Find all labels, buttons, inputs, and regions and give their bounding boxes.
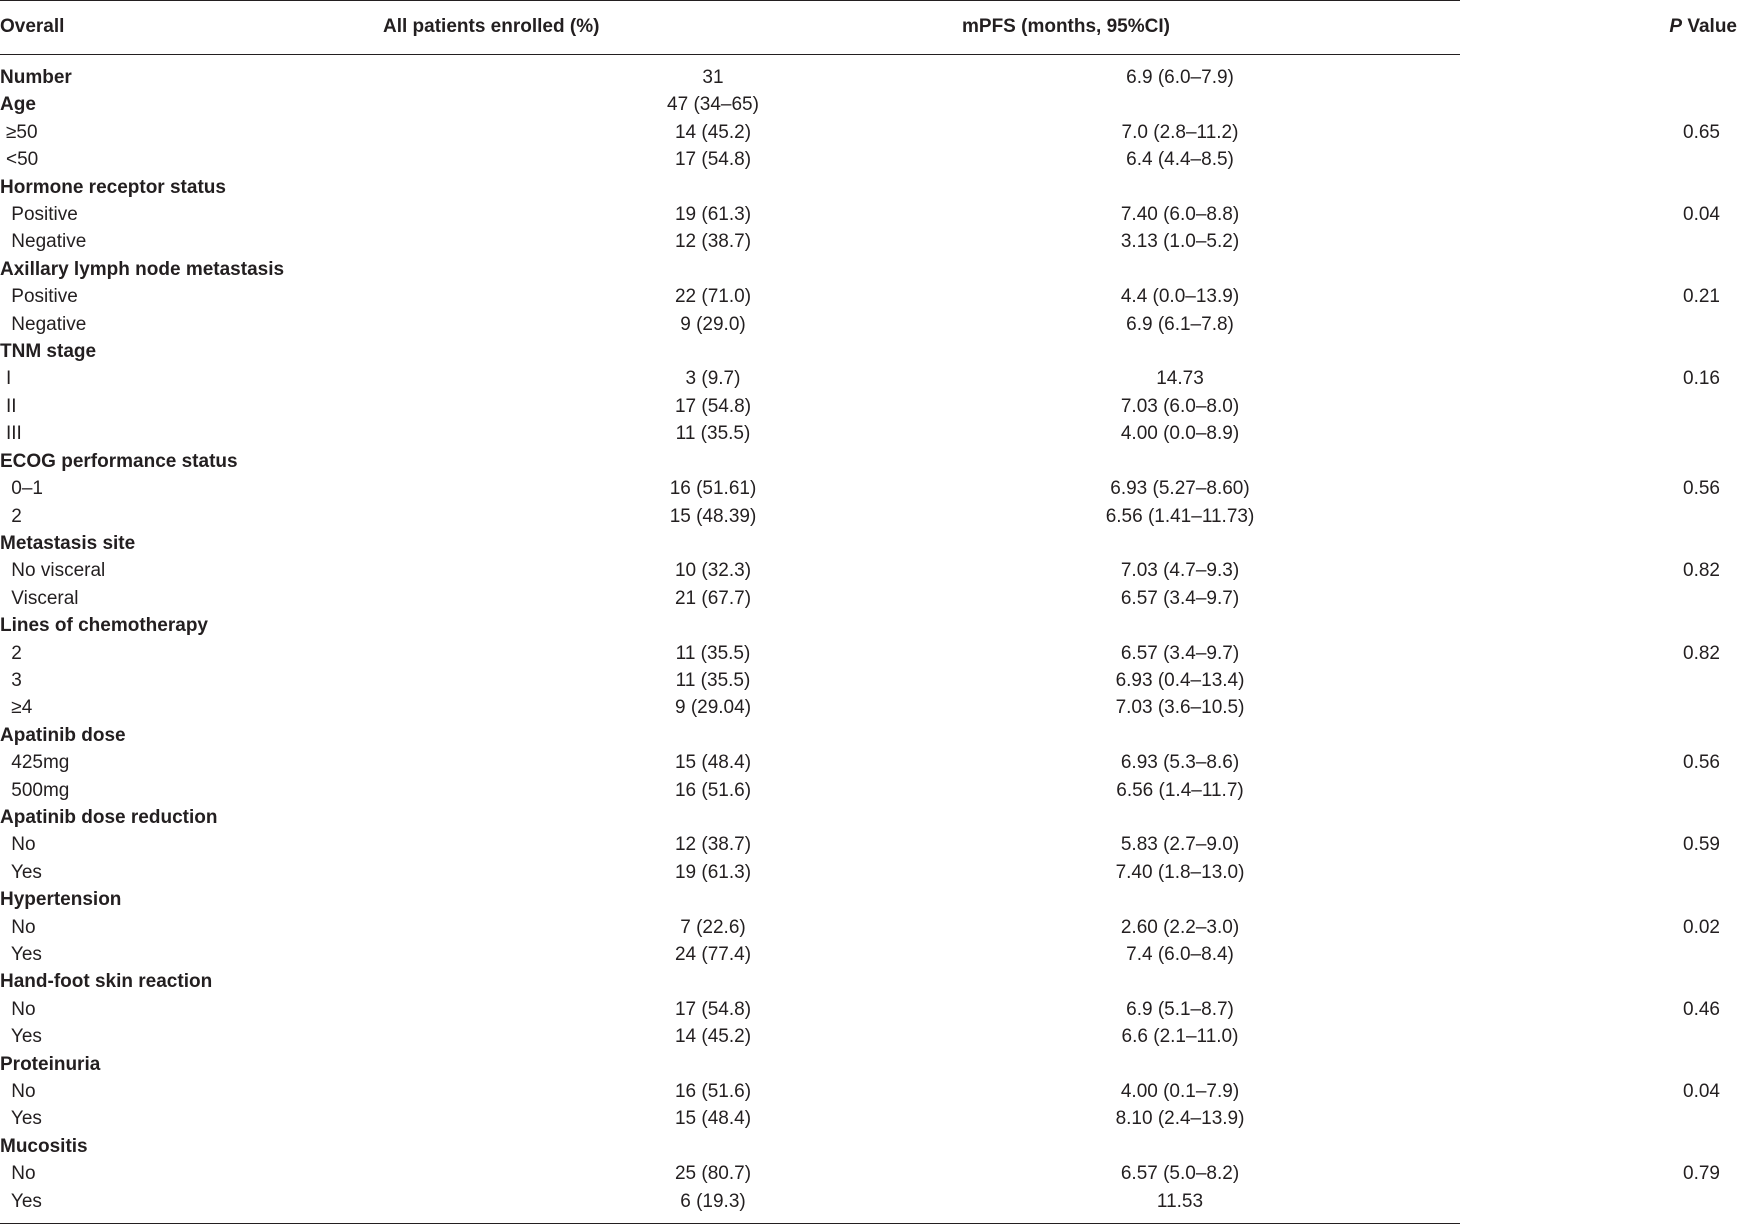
row-label: Yes <box>6 1190 42 1212</box>
p-value-cell <box>1602 420 1737 447</box>
mpfs-cell <box>758 831 1602 858</box>
row-label: Metastasis site <box>0 532 136 554</box>
header-p-value <box>1602 0 1737 56</box>
enrolled-value: 31 <box>702 67 724 88</box>
p-value: 0.79 <box>1683 1163 1720 1185</box>
mpfs-cell <box>758 64 1602 91</box>
enrolled-cell <box>310 1051 758 1078</box>
enrolled-value: 15 (48.39) <box>669 505 757 527</box>
mpfs-value: 7.03 (6.0–8.0) <box>1120 395 1240 417</box>
p-value-cell <box>1602 694 1737 721</box>
mpfs-cell <box>758 886 1602 913</box>
enrolled-cell <box>310 119 758 146</box>
enrolled-cell <box>310 503 758 530</box>
mpfs-value: 8.10 (2.4–13.9) <box>1115 1108 1245 1130</box>
enrolled-cell <box>310 859 758 886</box>
row-label: TNM stage <box>0 341 97 363</box>
mpfs-value: 6.57 (3.4–9.7) <box>1120 587 1240 609</box>
table-row <box>0 448 1737 475</box>
mpfs-value: 6.56 (1.41–11.73) <box>1105 505 1255 527</box>
table-row <box>0 530 1737 557</box>
p-value: 0.82 <box>1683 642 1720 664</box>
mpfs-value: 6.57 (3.4–9.7) <box>1120 642 1240 664</box>
enrolled-value: 3 (9.7) <box>685 368 741 390</box>
mpfs-cell <box>758 311 1602 338</box>
enrolled-value: 9 (29.0) <box>680 313 746 335</box>
table-row <box>0 667 1737 694</box>
p-value-cell <box>1602 228 1737 255</box>
row-label: Yes <box>6 1108 42 1130</box>
p-value: 0.21 <box>1683 286 1720 308</box>
p-value: 0.46 <box>1683 998 1720 1020</box>
mpfs-cell <box>758 585 1602 612</box>
p-value-cell <box>1602 1133 1737 1160</box>
enrolled-value: 21 (67.7) <box>674 587 752 609</box>
enrolled-cell <box>310 420 758 447</box>
enrolled-value: 15 (48.4) <box>674 1108 752 1130</box>
table-row <box>0 365 1737 392</box>
mpfs-value: 6.93 (5.3–8.6) <box>1120 752 1240 774</box>
enrolled-cell <box>310 640 758 667</box>
enrolled-cell <box>310 941 758 968</box>
p-value-cell <box>1602 968 1737 995</box>
p-value: 0.04 <box>1683 1081 1720 1103</box>
mpfs-cell <box>758 777 1602 804</box>
p-value-cell <box>1602 1051 1737 1078</box>
mpfs-cell <box>758 667 1602 694</box>
row-label: II <box>6 395 17 417</box>
table-row <box>0 91 1737 118</box>
p-value-cell <box>1602 475 1737 502</box>
enrolled-cell <box>310 338 758 365</box>
enrolled-value: 14 (45.2) <box>674 121 752 143</box>
row-label: No <box>6 834 36 856</box>
mpfs-cell <box>758 1078 1602 1105</box>
enrolled-value: 12 (38.7) <box>674 834 752 856</box>
mpfs-cell <box>758 859 1602 886</box>
mpfs-cell <box>758 91 1602 118</box>
p-value-cell <box>1602 1188 1737 1215</box>
mpfs-value: 7.03 (3.6–10.5) <box>1115 697 1245 719</box>
enrolled-cell <box>310 365 758 392</box>
table-row <box>0 228 1737 255</box>
mpfs-cell <box>758 1023 1602 1050</box>
mpfs-cell <box>758 804 1602 831</box>
mpfs-cell <box>758 393 1602 420</box>
mpfs-value: 4.00 (0.0–8.9) <box>1120 423 1240 445</box>
enrolled-cell <box>310 777 758 804</box>
mpfs-cell <box>758 612 1602 639</box>
table-row <box>0 311 1737 338</box>
mpfs-value: 7.40 (6.0–8.8) <box>1120 204 1240 226</box>
p-value-cell <box>1602 1023 1737 1050</box>
mpfs-value: 7.40 (1.8–13.0) <box>1115 861 1245 883</box>
enrolled-value: 15 (48.4) <box>674 752 752 774</box>
row-label: 2 <box>6 505 22 527</box>
enrolled-cell <box>310 1078 758 1105</box>
mpfs-value: 5.83 (2.7–9.0) <box>1120 834 1240 856</box>
enrolled-value: 17 (54.8) <box>674 395 752 417</box>
p-value-cell <box>1602 804 1737 831</box>
table-row <box>0 1133 1737 1160</box>
mpfs-cell <box>758 914 1602 941</box>
enrolled-value: 19 (61.3) <box>674 204 752 226</box>
p-value-cell <box>1602 393 1737 420</box>
mpfs-value: 4.00 (0.1–7.9) <box>1120 1081 1240 1103</box>
enrolled-cell <box>310 749 758 776</box>
mpfs-cell <box>758 1105 1602 1132</box>
mpfs-value: 14.73 <box>1156 368 1204 390</box>
enrolled-cell <box>310 1133 758 1160</box>
mpfs-value: 6.93 (5.27–8.60) <box>1110 478 1250 500</box>
mpfs-cell <box>758 941 1602 968</box>
enrolled-cell <box>310 448 758 475</box>
mpfs-cell <box>758 1133 1602 1160</box>
p-value: 0.82 <box>1683 560 1720 582</box>
p-value-cell <box>1602 174 1737 201</box>
row-label: III <box>6 423 22 445</box>
p-value-cell <box>1602 503 1737 530</box>
enrolled-cell <box>310 804 758 831</box>
table-row <box>0 914 1737 941</box>
enrolled-cell <box>310 1160 758 1187</box>
p-value-cell <box>1602 119 1737 146</box>
row-label: Proteinuria <box>0 1053 101 1075</box>
p-value: 0.56 <box>1683 752 1720 774</box>
p-value: 0.59 <box>1683 834 1720 856</box>
mpfs-cell <box>758 968 1602 995</box>
enrolled-value: 22 (71.0) <box>674 286 752 308</box>
mpfs-cell <box>758 530 1602 557</box>
p-value-cell <box>1602 1078 1737 1105</box>
table-row <box>0 201 1737 228</box>
enrolled-cell <box>310 914 758 941</box>
p-value-cell <box>1602 886 1737 913</box>
enrolled-cell <box>310 996 758 1023</box>
p-value-cell <box>1602 667 1737 694</box>
table-row <box>0 585 1737 612</box>
enrolled-value: 24 (77.4) <box>674 944 752 965</box>
table-row <box>0 1188 1737 1215</box>
enrolled-cell <box>310 530 758 557</box>
enrolled-cell <box>310 228 758 255</box>
table-row <box>0 886 1737 913</box>
table-row <box>0 640 1737 667</box>
enrolled-cell <box>310 667 758 694</box>
enrolled-cell <box>310 283 758 310</box>
enrolled-cell <box>310 1188 758 1215</box>
enrolled-value: 14 (45.2) <box>674 1026 752 1048</box>
table-row <box>0 256 1737 283</box>
enrolled-value: 17 (54.8) <box>674 998 752 1020</box>
row-label: Age <box>0 94 36 116</box>
p-value-cell <box>1602 311 1737 338</box>
row-label: Positive <box>6 204 78 226</box>
enrolled-cell <box>310 585 758 612</box>
p-value-cell <box>1602 914 1737 941</box>
enrolled-cell <box>310 91 758 118</box>
enrolled-cell <box>310 256 758 283</box>
mpfs-cell <box>758 640 1602 667</box>
row-label: Hormone receptor status <box>0 176 226 198</box>
p-value-cell <box>1602 722 1737 749</box>
row-label: No <box>6 1163 36 1185</box>
enrolled-cell <box>310 1105 758 1132</box>
mpfs-cell <box>758 338 1602 365</box>
row-label: Apatinib dose reduction <box>0 806 218 828</box>
spacer-row <box>0 56 1737 64</box>
enrolled-value: 19 (61.3) <box>674 861 752 883</box>
table-row <box>0 503 1737 530</box>
p-value: 0.04 <box>1683 204 1720 226</box>
table-row <box>0 420 1737 447</box>
row-label: Lines of chemotherapy <box>0 615 208 637</box>
table-row <box>0 749 1737 776</box>
mpfs-cell <box>758 228 1602 255</box>
row-label: Number <box>0 67 72 88</box>
enrolled-value: 9 (29.04) <box>674 697 752 719</box>
row-label: ≥4 <box>6 697 33 719</box>
table-row <box>0 831 1737 858</box>
header-enrolled: All patients enrolled (%) <box>383 16 600 37</box>
p-value-cell <box>1602 448 1737 475</box>
mpfs-value: 6.9 (6.1–7.8) <box>1126 313 1234 335</box>
enrolled-value: 25 (80.7) <box>674 1163 752 1185</box>
table-body <box>0 56 1737 1215</box>
mpfs-value: 3.13 (1.0–5.2) <box>1120 231 1240 253</box>
table-row <box>0 1160 1737 1187</box>
header-rule <box>0 54 1460 55</box>
mpfs-cell <box>758 557 1602 584</box>
table-row <box>0 1078 1737 1105</box>
table-row <box>0 338 1737 365</box>
table-row <box>0 475 1737 502</box>
mpfs-cell <box>758 448 1602 475</box>
mpfs-value: 6.57 (5.0–8.2) <box>1120 1163 1240 1185</box>
enrolled-value: 12 (38.7) <box>674 231 752 253</box>
mpfs-cell <box>758 283 1602 310</box>
row-label: No visceral <box>6 560 106 582</box>
p-value-cell <box>1602 996 1737 1023</box>
mpfs-cell <box>758 420 1602 447</box>
row-label: No <box>6 1081 36 1103</box>
p-value-cell <box>1602 1105 1737 1132</box>
header-p-italic: P <box>1669 16 1683 37</box>
table-row <box>0 283 1737 310</box>
enrolled-cell <box>310 146 758 173</box>
p-value: 0.65 <box>1683 121 1720 143</box>
header-row <box>0 0 1737 56</box>
row-label: Visceral <box>6 587 79 609</box>
header-p-rest: Value <box>1682 16 1737 37</box>
mpfs-cell <box>758 503 1602 530</box>
enrolled-cell <box>310 886 758 913</box>
mpfs-cell <box>758 365 1602 392</box>
enrolled-value: 16 (51.6) <box>674 779 752 801</box>
mpfs-value: 2.60 (2.2–3.0) <box>1120 916 1240 938</box>
p-value-cell <box>1602 557 1737 584</box>
mpfs-cell <box>758 1160 1602 1187</box>
row-label: Negative <box>6 231 87 253</box>
row-label: Negative <box>6 313 87 335</box>
enrolled-cell <box>310 831 758 858</box>
table-row <box>0 1023 1737 1050</box>
mpfs-value: 6.6 (2.1–11.0) <box>1121 1026 1239 1048</box>
enrolled-value: 11 (35.5) <box>675 642 751 664</box>
row-label: I <box>6 368 12 390</box>
row-label: Yes <box>6 861 42 883</box>
mpfs-value: 6.9 (5.1–8.7) <box>1126 998 1234 1020</box>
mpfs-value: 6.9 (6.0–7.9) <box>1126 67 1234 88</box>
mpfs-cell <box>758 1051 1602 1078</box>
row-label: ECOG performance status <box>0 450 238 472</box>
header-overall: Overall <box>0 16 65 37</box>
row-label: No <box>6 916 36 938</box>
row-label: Axillary lymph node metastasis <box>0 258 285 280</box>
p-value-cell <box>1602 941 1737 968</box>
table-row <box>0 859 1737 886</box>
p-value-cell <box>1602 1160 1737 1187</box>
enrolled-cell <box>310 311 758 338</box>
row-label: Positive <box>6 286 78 308</box>
p-value-cell <box>1602 777 1737 804</box>
p-value-cell <box>1602 585 1737 612</box>
enrolled-cell <box>310 722 758 749</box>
table-row <box>0 968 1737 995</box>
enrolled-cell <box>310 1023 758 1050</box>
enrolled-cell <box>310 694 758 721</box>
mpfs-value: 4.4 (0.0–13.9) <box>1120 286 1240 308</box>
enrolled-cell <box>310 968 758 995</box>
row-label: Yes <box>6 944 42 965</box>
table-row <box>0 64 1737 91</box>
mpfs-cell <box>758 475 1602 502</box>
enrolled-cell <box>310 393 758 420</box>
row-label: 500mg <box>6 779 70 801</box>
p-value-cell <box>1602 831 1737 858</box>
p-value-cell <box>1602 91 1737 118</box>
mpfs-cell <box>758 119 1602 146</box>
p-value-cell <box>1602 64 1737 91</box>
enrolled-cell <box>310 612 758 639</box>
table-row <box>0 146 1737 173</box>
mpfs-cell <box>758 146 1602 173</box>
p-value-cell <box>1602 612 1737 639</box>
p-value: 0.56 <box>1683 478 1720 500</box>
row-label: 2 <box>6 642 22 664</box>
mpfs-cell <box>758 174 1602 201</box>
table-row <box>0 1051 1737 1078</box>
enrolled-value: 11 (35.5) <box>675 669 751 691</box>
table-row <box>0 941 1737 968</box>
mpfs-cell <box>758 749 1602 776</box>
top-rule <box>0 0 1460 1</box>
row-label: Mucositis <box>0 1135 88 1157</box>
enrolled-value: 16 (51.6) <box>674 1081 752 1103</box>
enrolled-value: 6 (19.3) <box>680 1190 746 1212</box>
table-row <box>0 174 1737 201</box>
table-row <box>0 119 1737 146</box>
row-label: Hand-foot skin reaction <box>0 971 213 993</box>
p-value-cell <box>1602 338 1737 365</box>
mpfs-cell <box>758 1188 1602 1215</box>
enrolled-value: 17 (54.8) <box>674 149 752 171</box>
enrolled-value: 16 (51.61) <box>669 478 757 500</box>
row-label: ≥50 <box>6 121 38 143</box>
table-row <box>0 1105 1737 1132</box>
p-value-cell <box>1602 749 1737 776</box>
p-value-cell <box>1602 283 1737 310</box>
table-row <box>0 804 1737 831</box>
enrolled-cell <box>310 475 758 502</box>
mpfs-value: 7.4 (6.0–8.4) <box>1126 944 1234 965</box>
mpfs-cell <box>758 201 1602 228</box>
p-value: 0.16 <box>1683 368 1720 390</box>
row-label: 0–1 <box>6 478 43 500</box>
p-value-cell <box>1602 530 1737 557</box>
enrolled-cell <box>310 201 758 228</box>
table-row <box>0 777 1737 804</box>
p-value-cell <box>1602 146 1737 173</box>
enrolled-value: 11 (35.5) <box>675 423 751 445</box>
table-row <box>0 996 1737 1023</box>
enrolled-value: 7 (22.6) <box>680 916 746 938</box>
row-label: Apatinib dose <box>0 724 126 746</box>
p-value-cell <box>1602 859 1737 886</box>
p-value-cell <box>1602 365 1737 392</box>
enrolled-cell <box>310 174 758 201</box>
enrolled-value: 10 (32.3) <box>674 560 752 582</box>
mpfs-value: 6.4 (4.4–8.5) <box>1126 149 1234 171</box>
row-label: No <box>6 998 36 1020</box>
p-value-cell <box>1602 201 1737 228</box>
mpfs-value: 7.0 (2.8–11.2) <box>1121 121 1239 143</box>
row-label: Hypertension <box>0 889 122 911</box>
enrolled-value: 47 (34–65) <box>667 94 759 116</box>
mpfs-cell <box>758 694 1602 721</box>
row-label: <50 <box>6 149 39 171</box>
row-label: 425mg <box>6 752 70 774</box>
mpfs-cell <box>758 722 1602 749</box>
row-label: 3 <box>6 669 22 691</box>
header-mpfs: mPFS (months, 95%CI) <box>962 16 1170 37</box>
table-row <box>0 393 1737 420</box>
table-row <box>0 694 1737 721</box>
p-value-cell <box>1602 256 1737 283</box>
mpfs-cell <box>758 256 1602 283</box>
mpfs-cell <box>758 996 1602 1023</box>
table-row <box>0 557 1737 584</box>
enrolled-cell <box>310 64 758 91</box>
p-value: 0.02 <box>1683 916 1720 938</box>
mpfs-value: 6.56 (1.4–11.7) <box>1116 779 1244 801</box>
mpfs-value: 6.93 (0.4–13.4) <box>1115 669 1245 691</box>
bottom-rule <box>0 1223 1460 1224</box>
mpfs-value: 11.53 <box>1156 1190 1204 1212</box>
mpfs-value: 7.03 (4.7–9.3) <box>1120 560 1240 582</box>
row-label: Yes <box>6 1026 42 1048</box>
p-value-cell <box>1602 640 1737 667</box>
table-row <box>0 612 1737 639</box>
enrolled-cell <box>310 557 758 584</box>
table-row <box>0 722 1737 749</box>
